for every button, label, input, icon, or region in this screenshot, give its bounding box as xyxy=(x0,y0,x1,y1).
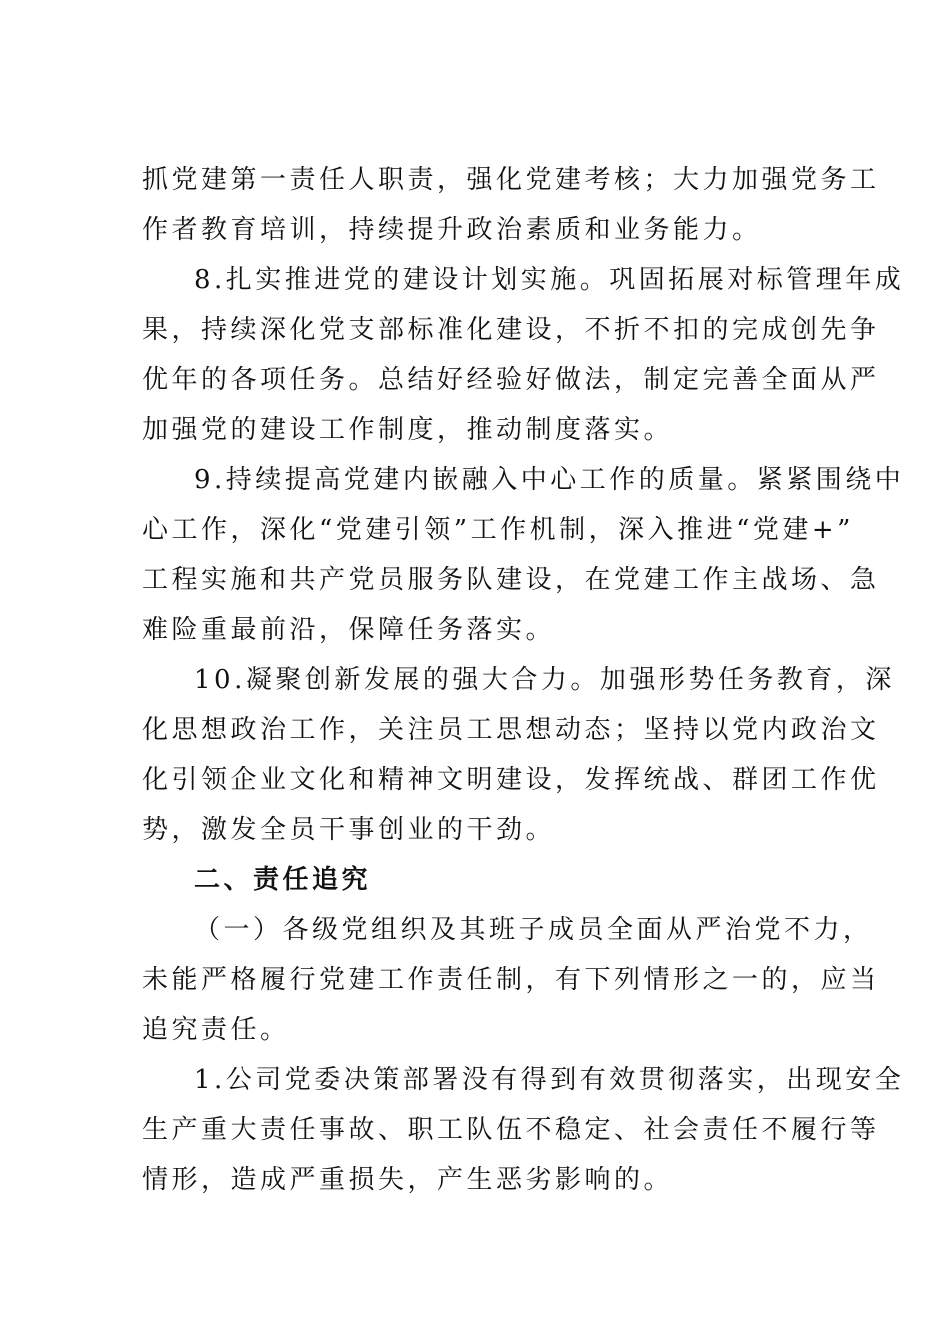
section-heading: 二、责任追究 xyxy=(194,865,372,895)
item-8-heading-line: 8.扎实推进党的建设计划实施。巩固拓展对标管理年成 xyxy=(194,265,905,295)
item-1-heading-line: 1.公司党委决策部署没有得到有效贯彻落实，出现安全 xyxy=(194,1065,905,1095)
text-line: 势，激发全员干事创业的干劲。 xyxy=(142,815,556,845)
text-line: 果，持续深化党支部标准化建设，不折不扣的完成创先争 xyxy=(142,315,880,345)
text-line: 作者教育培训，持续提升政治素质和业务能力。 xyxy=(142,215,762,245)
text-line: 生产重大责任事故、职工队伍不稳定、社会责任不履行等 xyxy=(142,1115,880,1145)
text-line: 心工作，深化“党建引领”工作机制，深入推进“党建+” xyxy=(142,515,854,545)
text-line: 化引领企业文化和精神文明建设，发挥统战、群团工作优 xyxy=(142,765,880,795)
text-line: 优年的各项任务。总结好经验好做法，制定完善全面从严 xyxy=(142,365,880,395)
text-line: 工程实施和共产党员服务队建设，在党建工作主战场、急 xyxy=(142,565,880,595)
text-line: 加强党的建设工作制度，推动制度落实。 xyxy=(142,415,674,445)
text-line: 抓党建第一责任人职责，强化党建考核；大力加强党务工 xyxy=(142,165,880,195)
item-9-heading-line: 9.持续提高党建内嵌融入中心工作的质量。紧紧围绕中 xyxy=(194,465,905,495)
subsection-heading-line: （一）各级党组织及其班子成员全面从严治党不力， xyxy=(194,915,873,945)
text-line: 难险重最前沿，保障任务落实。 xyxy=(142,615,556,645)
text-line: 化思想政治工作，关注员工思想动态；坚持以党内政治文 xyxy=(142,715,880,745)
document-body xyxy=(142,155,905,1205)
item-10-heading-line: 10.凝聚创新发展的强大合力。加强形势任务教育，深 xyxy=(194,665,895,695)
text-line: 情形，造成严重损失，产生恶劣影响的。 xyxy=(142,1165,674,1195)
text-line: 追究责任。 xyxy=(142,1015,290,1045)
text-line: 未能严格履行党建工作责任制，有下列情形之一的，应当 xyxy=(142,965,880,995)
